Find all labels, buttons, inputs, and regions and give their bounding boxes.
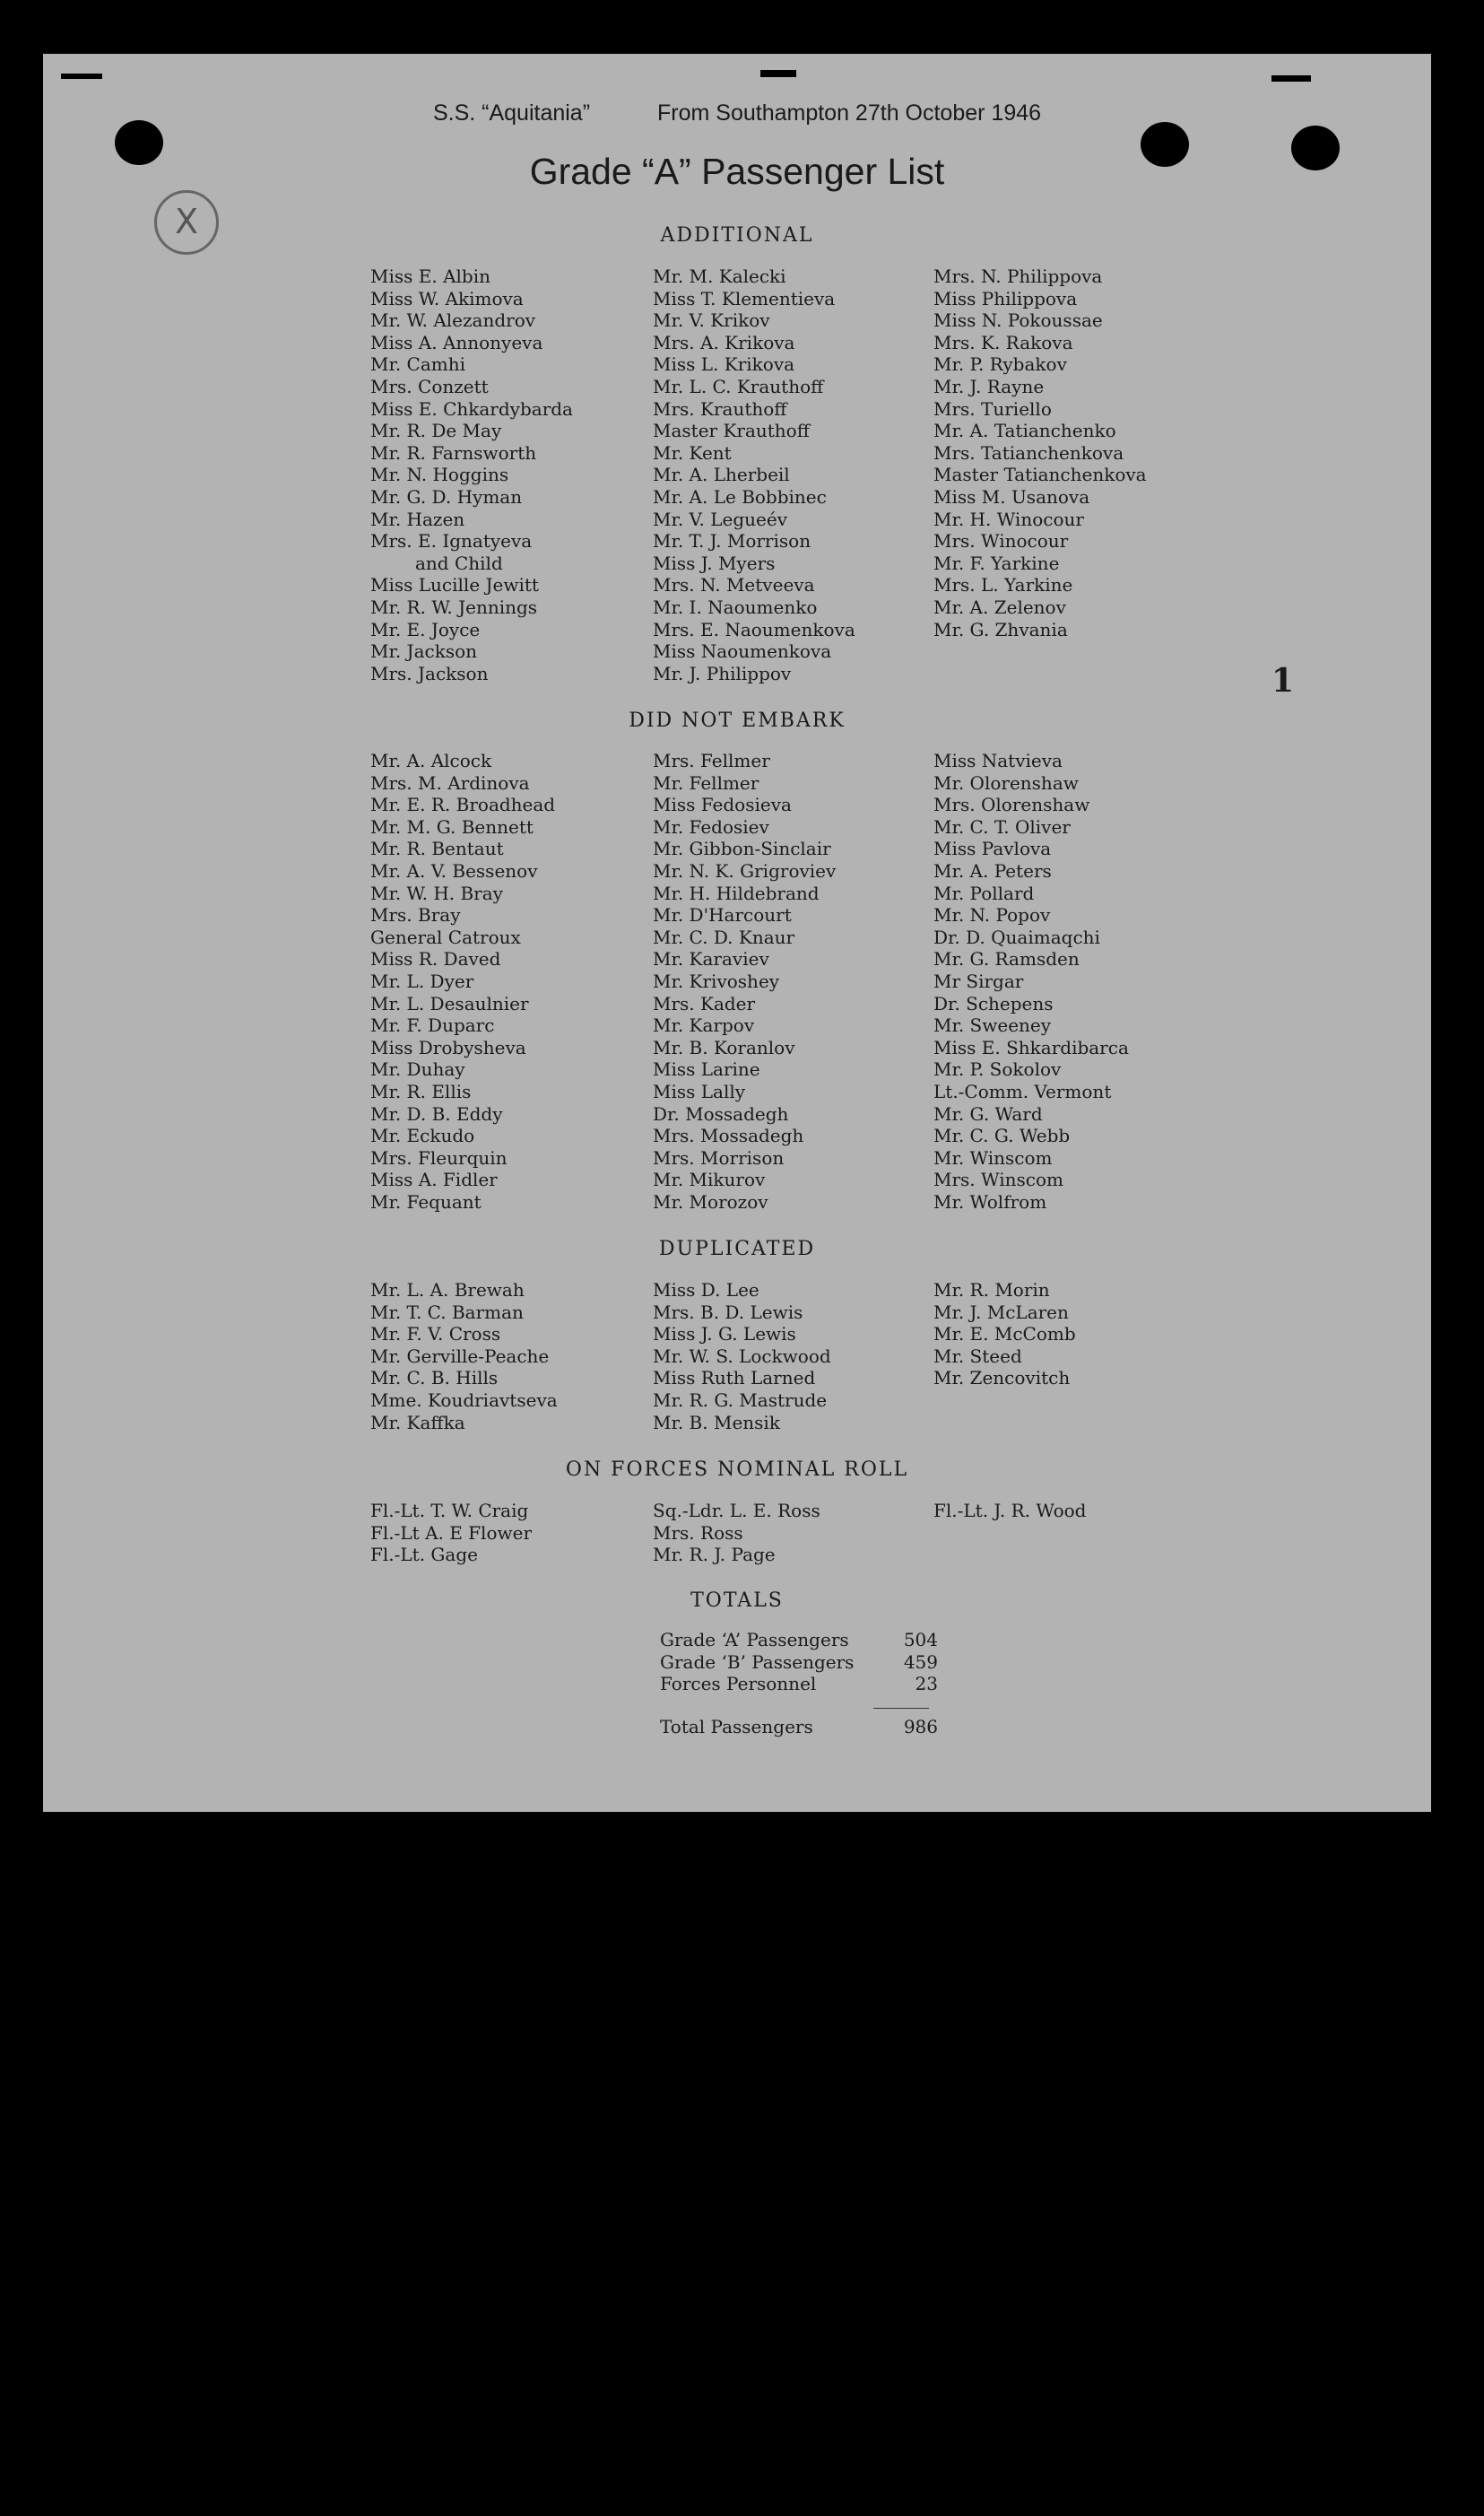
passenger-name: Mrs. A. Krikova [653, 331, 795, 353]
passenger-name: Mr. L. Dyer [370, 970, 474, 992]
passenger-name: Mr. C. D. Knaur [653, 926, 795, 948]
passenger-name: Dr. Schepens [933, 992, 1054, 1014]
passenger-name: Mr. C. G. Webb [933, 1125, 1071, 1147]
passenger-name: Miss Naoumenkova [653, 640, 832, 663]
passenger-name: Mr. V. Legueév [653, 508, 787, 530]
passenger-name: Mr. L. Desaulnier [370, 992, 529, 1014]
passenger-name: Mr. G. D. Hyman [370, 485, 523, 508]
passenger-name: Mrs. Fellmer [653, 750, 770, 771]
passenger-name: Miss Fedosieva [653, 794, 792, 816]
passenger-name: Mr. Gibbon-Sinclair [653, 838, 831, 860]
totals-label: Grade ‘B’ Passengers [660, 1650, 855, 1673]
passenger-name: Mrs. Mossadegh [653, 1125, 804, 1147]
passenger-name: Mr. Steed [933, 1345, 1022, 1367]
passenger-name: Miss Natvieva [933, 750, 1063, 771]
passenger-name: Mr. Camhi [370, 353, 466, 376]
passenger-name: Mr. R. G. Mastrude [653, 1389, 828, 1411]
passenger-name: Mr. E. R. Broadhead [370, 794, 556, 816]
passenger-name: Mr. T. C. Barman [370, 1301, 524, 1323]
voyage-info: From Southampton 27th October 1946 [657, 100, 1042, 126]
passenger-name: Fl.-Lt A. E Flower [370, 1521, 533, 1544]
section-heading-additional: ADDITIONAL [660, 224, 814, 247]
passenger-name: Miss M. Usanova [933, 485, 1090, 508]
passenger-name: Miss W. Akimova [370, 287, 524, 309]
passenger-name: Mr. Eckudo [370, 1125, 475, 1147]
passenger-name: Miss R. Daved [370, 948, 501, 971]
passenger-name: Mr. B. Koranlov [653, 1036, 795, 1058]
passenger-name: Mrs. Olorenshaw [933, 794, 1090, 816]
passenger-name: Mrs. N. Philippova [933, 266, 1103, 287]
totals-value: 504 [903, 1629, 938, 1650]
passenger-name: Mr. B. Mensik [653, 1411, 780, 1433]
passenger-name: Mr. Fequant [370, 1190, 482, 1213]
passenger-name: Mr. A. Lherbeil [653, 464, 790, 486]
totals-row [660, 1673, 938, 1695]
totals-label: Grade ‘A’ Passengers [660, 1629, 849, 1650]
passenger-name: Mrs. Jackson [370, 662, 489, 684]
torn-edge [1271, 75, 1311, 82]
passenger-name: Mrs. Tatianchenkova [933, 441, 1124, 464]
passenger-name: Mr. Duhay [370, 1058, 465, 1081]
passenger-name: Mr. R. J. Page [653, 1544, 776, 1566]
passenger-name: Mr. Kent [653, 441, 732, 464]
passenger-name: Mrs. K. Rakova [933, 331, 1073, 353]
page-number: 1 [1271, 662, 1295, 700]
passenger-name: Mr. F. V. Cross [370, 1323, 501, 1345]
totals-label: Forces Personnel [660, 1673, 817, 1695]
passenger-name: Mr. D'Harcourt [653, 904, 792, 927]
passenger-name: Mr. T. J. Morrison [653, 530, 811, 553]
name-list [653, 750, 949, 1213]
passenger-name: Mr. Olorenshaw [933, 771, 1079, 794]
passenger-name: Miss Ruth Larned [653, 1367, 816, 1389]
passenger-name: Miss E. Shkardibarca [933, 1036, 1129, 1058]
passenger-name: Mr. J. Philippov [653, 662, 792, 684]
passenger-name: Mrs. B. D. Lewis [653, 1301, 803, 1323]
name-list [933, 750, 1229, 1213]
passenger-name: Mr. J. McLaren [933, 1301, 1069, 1323]
passenger-name: Mr. Hazen [370, 508, 465, 530]
passenger-name: Mr. M. Kalecki [653, 266, 786, 287]
passenger-name: Dr. D. Quaimaqchi [933, 926, 1100, 948]
passenger-name: Mrs. Krauthoff [653, 397, 787, 420]
name-list [370, 266, 666, 684]
passenger-name: Mr. R. Bentaut [370, 838, 504, 860]
passenger-name: Miss Lally [653, 1080, 746, 1102]
name-list [370, 1279, 666, 1433]
passenger-name: Mrs. Kader [653, 992, 756, 1014]
passenger-name: Miss A. Annonyeva [370, 331, 543, 353]
totals-row [660, 1651, 938, 1674]
passenger-name: Mr. G. Ramsden [933, 948, 1080, 971]
torn-edge [760, 70, 796, 77]
passenger-name: Mr. Pollard [933, 882, 1035, 904]
passenger-name: Mr. R. De May [370, 420, 502, 442]
name-list [653, 1279, 949, 1433]
passenger-name: Mr. Kaffka [370, 1411, 465, 1433]
passenger-name: Miss J. Myers [653, 552, 776, 574]
passenger-name: Mr. Morozov [653, 1190, 768, 1213]
totals-row-total [660, 1716, 938, 1738]
name-list [933, 1279, 1229, 1389]
document-page [43, 54, 1431, 1812]
section-heading-did-not-embark: DID NOT EMBARK [629, 710, 846, 732]
passenger-name: Mr. F. Yarkine [933, 552, 1060, 574]
passenger-name: Mr. Zencovitch [933, 1367, 1071, 1389]
section-heading-forces: ON FORCES NOMINAL ROLL [565, 1458, 909, 1481]
passenger-name: Mr. A. Zelenov [933, 596, 1066, 618]
passenger-name: Miss A. Fidler [370, 1169, 498, 1191]
passenger-name: Mr. E. Joyce [370, 618, 481, 640]
passenger-name: Mr. A. Le Bobbinec [653, 485, 827, 508]
passenger-name: Mr. A. V. Bessenov [370, 859, 538, 882]
passenger-name: Mr. Gerville-Peache [370, 1345, 550, 1367]
passenger-name: Mr. J. Rayne [933, 375, 1045, 397]
passenger-name: Mr. M. G. Bennett [370, 815, 534, 838]
passenger-name: Master Krauthoff [653, 420, 810, 442]
totals-value: 459 [903, 1650, 938, 1673]
name-list [933, 1500, 1229, 1522]
passenger-name: Fl.-Lt. J. R. Wood [933, 1500, 1087, 1521]
passenger-name: Miss N. Pokoussae [933, 309, 1103, 332]
passenger-name: Sq.-Ldr. L. E. Ross [653, 1500, 820, 1521]
passenger-name: Mr. L. C. Krauthoff [653, 375, 824, 397]
passenger-name: Mr. N. Hoggins [370, 464, 509, 486]
passenger-name: Mr. A. Tatianchenko [933, 420, 1116, 442]
passenger-name: Mr. N. Popov [933, 904, 1051, 927]
passenger-name: Mr. D. B. Eddy [370, 1102, 503, 1125]
passenger-name: Miss Pavlova [933, 838, 1052, 860]
passenger-name: Mr. Wolfrom [933, 1190, 1047, 1213]
passenger-name: Mr. Fedosiev [653, 815, 769, 838]
passenger-name: Mr. C. T. Oliver [933, 815, 1071, 838]
passenger-name: Miss Philippova [933, 287, 1078, 309]
passenger-name: Mrs. Fleurquin [370, 1146, 508, 1169]
passenger-name: Mrs. Winscom [933, 1169, 1063, 1191]
passenger-name: Mr. Winscom [933, 1146, 1053, 1169]
torn-edge [61, 74, 102, 79]
passenger-name: Mr. F. Duparc [370, 1014, 495, 1037]
passenger-name: Mr Sirgar [933, 970, 1024, 992]
passenger-name: Mr. W. S. Lockwood [653, 1345, 831, 1367]
passenger-name: Mr. R. Ellis [370, 1080, 472, 1102]
totals-value: 986 [903, 1715, 938, 1737]
ship-name: S.S. “Aquitania” [432, 100, 591, 126]
passenger-name: Master Tatianchenkova [933, 464, 1147, 486]
passenger-name: Miss J. G. Lewis [653, 1323, 796, 1345]
passenger-name: Mr. E. McComb [933, 1323, 1076, 1345]
passenger-name: Mrs. Ross [653, 1521, 743, 1544]
passenger-name: Mr. H. Winocour [933, 508, 1084, 530]
passenger-name: Mr. Jackson [370, 640, 478, 663]
passenger-name: Mr. W. H. Bray [370, 882, 503, 904]
passenger-name: Miss E. Chkardybarda [370, 397, 573, 420]
passenger-name: Mrs. Turiello [933, 397, 1052, 420]
passenger-name: Mr. P. Sokolov [933, 1058, 1062, 1081]
passenger-name: Miss E. Albin [370, 266, 490, 287]
passenger-name: Mr. Krivoshey [653, 970, 780, 992]
passenger-name: Mrs. Winocour [933, 530, 1069, 553]
passenger-name: Mrs. E. Naoumenkova [653, 618, 855, 640]
totals-value: 23 [915, 1673, 938, 1695]
name-list [370, 750, 666, 1213]
name-list [653, 266, 949, 684]
passenger-name: Mrs. Bray [370, 904, 461, 927]
section-heading-totals: TOTALS [690, 1589, 784, 1612]
passenger-name: Mr. R. W. Jennings [370, 596, 538, 618]
passenger-name: Mr. L. A. Brewah [370, 1279, 525, 1301]
passenger-name: Mr. Karaviev [653, 948, 769, 971]
passenger-name: and Child [415, 552, 503, 574]
passenger-name: Miss Lucille Jewitt [370, 574, 539, 596]
passenger-name: Miss Drobysheva [370, 1036, 526, 1058]
passenger-name: Mr. I. Naoumenko [653, 596, 818, 618]
passenger-name: General Catroux [370, 926, 521, 948]
page-title: Grade “A” Passenger List [529, 151, 945, 192]
name-list [370, 1500, 666, 1566]
totals-table [660, 1629, 938, 1737]
totals-divider [873, 1708, 929, 1709]
passenger-name: Mr. W. Alezandrov [370, 309, 536, 332]
passenger-name: Fl.-Lt. Gage [370, 1544, 478, 1566]
passenger-name: Mrs. Conzett [370, 375, 489, 397]
passenger-name: Mr. C. B. Hills [370, 1367, 499, 1389]
name-list [653, 1500, 949, 1566]
totals-row [660, 1629, 938, 1651]
passenger-name: Mr. N. K. Grigroviev [653, 859, 837, 882]
totals-label: Total Passengers [660, 1715, 813, 1737]
passenger-name: Mme. Koudriavtseva [370, 1389, 558, 1411]
passenger-name: Mrs. L. Yarkine [933, 574, 1073, 596]
section-heading-duplicated: DUPLICATED [658, 1238, 816, 1260]
passenger-name: Mr. Fellmer [653, 771, 759, 794]
passenger-name: Mrs. N. Metveeva [653, 574, 815, 596]
name-list [933, 266, 1229, 640]
passenger-name: Mr. P. Rybakov [933, 353, 1067, 376]
passenger-name: Mr. Sweeney [933, 1014, 1052, 1037]
passenger-name: Mr. A. Alcock [370, 750, 492, 771]
passenger-name: Mr. G. Ward [933, 1102, 1043, 1125]
passenger-name: Mr. Mikurov [653, 1169, 766, 1191]
passenger-name: Mr. Karpov [653, 1014, 755, 1037]
passenger-name: Lt.-Comm. Vermont [933, 1080, 1112, 1102]
passenger-name: Mr. H. Hildebrand [653, 882, 820, 904]
passenger-name: Mr. R. Morin [933, 1279, 1050, 1301]
passenger-name: Mr. V. Krikov [653, 309, 770, 332]
passenger-name: Mr. A. Peters [933, 859, 1052, 882]
passenger-name: Miss L. Krikova [653, 353, 795, 376]
passenger-name: Miss Larine [653, 1058, 760, 1081]
passenger-name: Mrs. E. Ignatyeva [370, 530, 533, 553]
header-line [43, 100, 1431, 126]
passenger-name: Miss D. Lee [653, 1279, 759, 1301]
passenger-name: Fl.-Lt. T. W. Craig [370, 1500, 529, 1521]
passenger-name: Miss T. Klementieva [653, 287, 836, 309]
circled-mark: X [154, 190, 219, 255]
passenger-name: Mr. G. Zhvania [933, 618, 1068, 640]
passenger-name: Mrs. M. Ardinova [370, 771, 530, 794]
passenger-name: Mr. R. Farnsworth [370, 441, 537, 464]
passenger-name: Dr. Mossadegh [653, 1102, 789, 1125]
passenger-name: Mrs. Morrison [653, 1146, 785, 1169]
